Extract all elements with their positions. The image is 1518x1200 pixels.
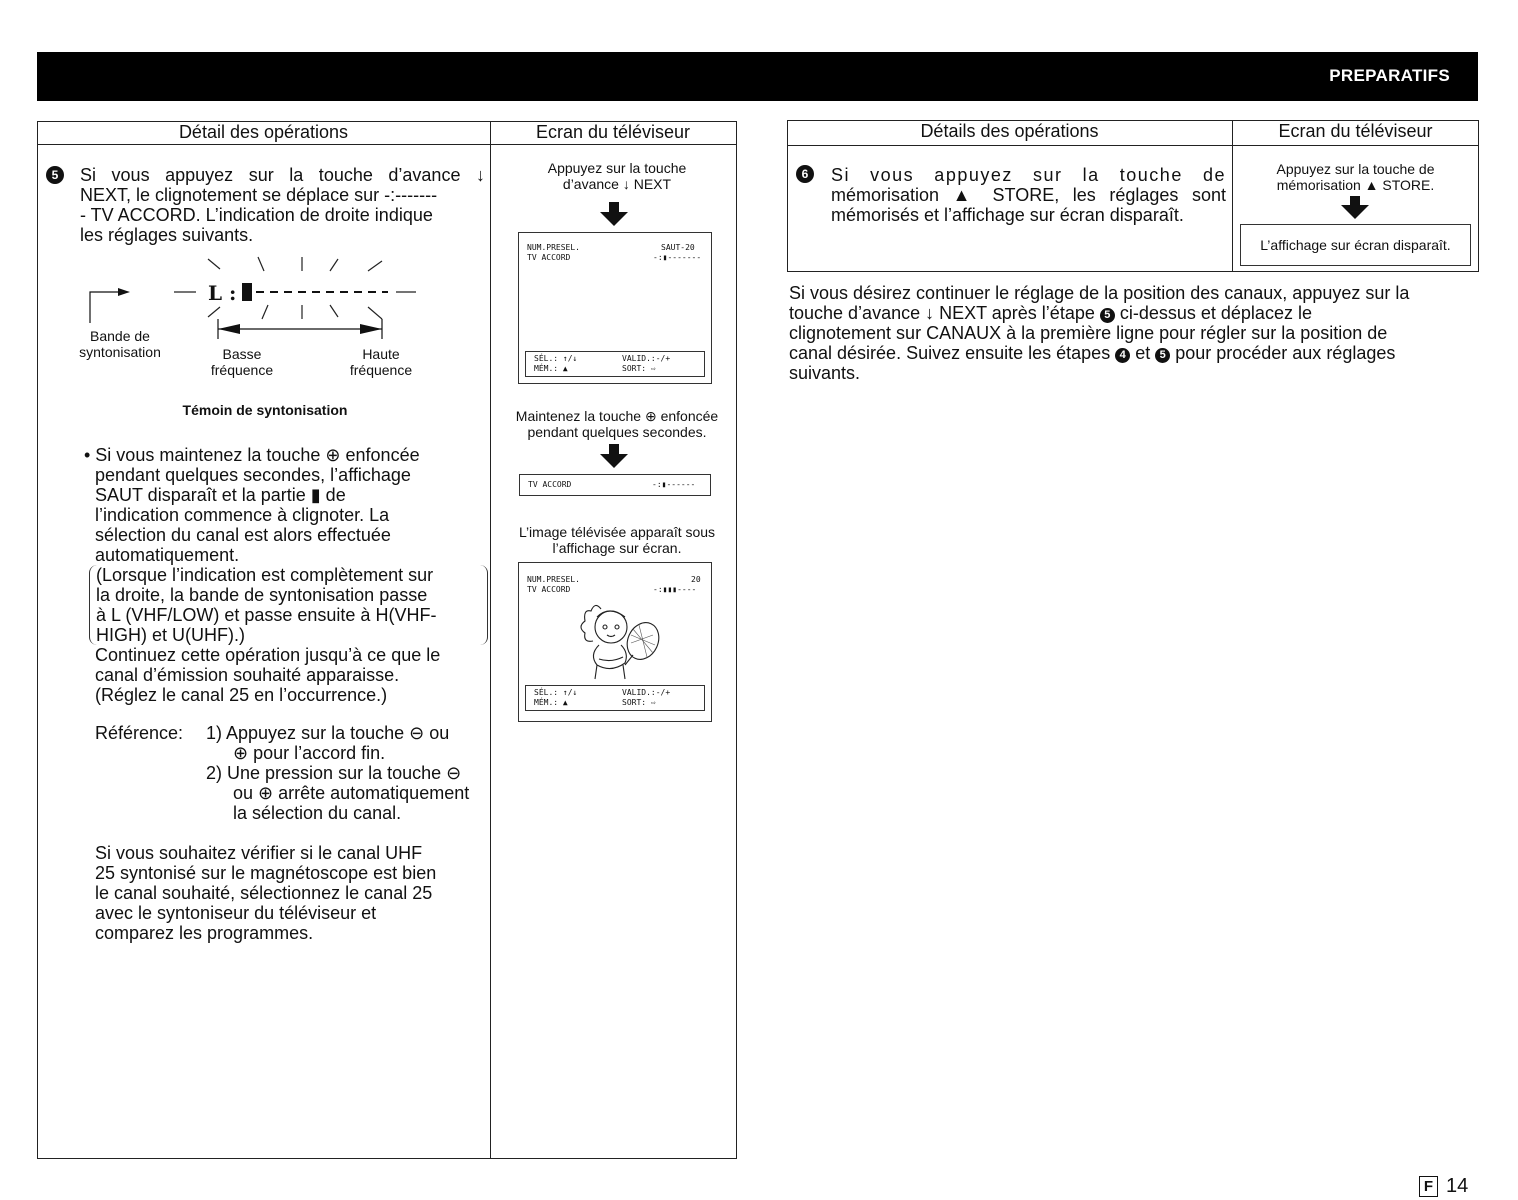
screen-menu-box <box>525 351 705 377</box>
screen-caption-2 <box>491 408 743 440</box>
caption-line: Appuyez sur la touche <box>547 160 687 176</box>
band-pointer-line <box>90 292 120 323</box>
screen-tuning-bar: -:▮▮▮---- <box>653 585 697 594</box>
low-frequency-label-line: Basse <box>222 346 262 362</box>
note-text: et <box>1130 343 1156 363</box>
screen-valid: VALID.:-/+ <box>622 354 671 363</box>
bullet-line: (Réglez le canal 25 en l’occurrence.) <box>95 685 388 705</box>
verify-paragraph <box>95 843 485 943</box>
note-line: Si vous désirez continuer le réglage de la position des canaux, appuyez sur la <box>789 283 1410 303</box>
step-6-line: Si vous appuyez sur la touche de <box>831 165 1226 185</box>
reference-line: 1) Appuyez sur la touche ⊖ ou <box>206 723 450 743</box>
band-pointer-arrowhead <box>118 288 130 296</box>
down-arrow-stem <box>609 202 619 212</box>
right-col1-title: Détails des opérations <box>920 121 1099 141</box>
screen-num-presel: NUM.PRESEL. <box>527 575 580 584</box>
left-table-column-divider <box>490 121 491 1158</box>
bullet-line: l’indication commence à clignoter. La <box>95 505 390 525</box>
band-label-line: syntonisation <box>79 344 161 360</box>
screen-caption-3 <box>491 524 743 556</box>
caption-line: d’avance ↓ NEXT <box>562 176 672 192</box>
screen-mem: MÉM.: ▲ <box>534 698 568 707</box>
bullet-line: Continuez cette opération jusqu’à ce que le <box>95 645 441 665</box>
screen-sort: SORT: ⇨ <box>622 364 656 373</box>
step-5-ref: 5 <box>1155 348 1170 363</box>
low-frequency-label-line: fréquence <box>210 362 274 378</box>
screen-channel: 20 <box>691 575 701 584</box>
page-number: 14 <box>1446 1175 1469 1197</box>
verify-line: Si vous souhaitez vérifier si le canal UHF <box>95 843 423 863</box>
step-4-ref: 4 <box>1115 348 1130 363</box>
band-indicator-letter: L : <box>208 281 237 305</box>
reference-line: ⊕ pour l’accord fin. <box>233 743 386 763</box>
frequency-range-right-arrowhead <box>360 324 382 334</box>
frequency-range-left-arrowhead <box>218 324 240 334</box>
screen-valid: VALID.:-/+ <box>622 688 671 697</box>
parenthetical-line: HIGH) et U(UHF).) <box>96 625 245 645</box>
high-frequency-label <box>330 346 432 378</box>
screen-num-presel: NUM.PRESEL. <box>527 243 580 252</box>
band-label-line: Bande de <box>90 328 150 344</box>
low-frequency-label <box>190 346 294 378</box>
high-frequency-label-line: Haute <box>362 346 400 362</box>
caption-line: mémorisation ▲ STORE. <box>1276 177 1435 193</box>
step-5-line: Si vous appuyez sur la touche d’avance ↓ <box>80 165 485 185</box>
left-col1-title: Détail des opérations <box>178 122 349 142</box>
screen-mem: MÉM.: ▲ <box>534 364 568 373</box>
verify-line: avec le syntoniseur du téléviseur et <box>95 903 377 923</box>
bullet-continuation <box>84 465 485 705</box>
verify-line: le canal souhaité, sélectionnez le canal 25 <box>95 883 433 903</box>
caption-line: Appuyez sur la touche de <box>1276 161 1435 177</box>
step-5-line: NEXT, le clignotement se déplace sur -:------- <box>80 185 438 205</box>
step-5-ref: 5 <box>1100 308 1115 323</box>
right-table-header-rule <box>787 145 1478 146</box>
parenthetical-line: à L (VHF/LOW) et passe ensuite à H(VHF- <box>96 605 437 625</box>
left-col2-title: Ecran du téléviseur <box>535 122 691 142</box>
screen-sel: SÉL.: ↑/↓ <box>534 688 578 697</box>
note-text: touche d’avance ↓ NEXT après l’étape <box>789 303 1100 323</box>
reference-line: ou ⊕ arrête automatiquement <box>233 783 470 803</box>
display-disappears-box <box>1240 224 1471 266</box>
down-arrow-icon <box>600 212 628 226</box>
verify-line: 25 syntonisé sur le magnétoscope est bien <box>95 863 437 883</box>
tv-screen-3 <box>518 562 712 722</box>
high-frequency-label-line: fréquence <box>349 362 413 378</box>
header-bar <box>37 52 1478 101</box>
screen-saut: SAUT-20 <box>661 243 695 252</box>
left-table-header-rule <box>37 144 736 145</box>
bullet-paragraph <box>84 445 485 705</box>
bullet-line: pendant quelques secondes, l’affichage <box>95 465 411 485</box>
store-caption <box>1233 161 1478 193</box>
section-title: PREPARATIFS <box>1329 66 1450 85</box>
bullet-line: canal d’émission souhaité apparaisse. <box>95 665 400 685</box>
note-text: ci-dessus et déplacez le <box>1114 303 1312 323</box>
note-line: suivants. <box>789 363 861 383</box>
step-6-line: mémorisés et l’affichage sur écran disparaît. <box>831 205 1184 225</box>
step-6-line: mémorisation ▲ STORE, les réglages sont <box>831 185 1226 205</box>
step-6-number: 6 <box>796 165 814 183</box>
language-tab: F <box>1419 1176 1438 1197</box>
diagram-caption: Témoin de syntonisation <box>182 402 348 418</box>
right-table-column-divider <box>1232 120 1233 271</box>
reference-list <box>206 723 491 823</box>
screen-menu-box <box>525 685 705 711</box>
step-5-line: - TV ACCORD. L’indication de droite indique <box>80 205 433 225</box>
girl-with-racket-illustration <box>569 599 669 681</box>
continue-note <box>789 283 1479 383</box>
step-6-text <box>831 165 1226 225</box>
verify-line: comparez les programmes. <box>95 923 314 943</box>
note-text: pour procéder aux réglages <box>1170 343 1396 363</box>
tv-screen-2 <box>519 474 711 496</box>
bullet-line: • Si vous maintenez la touche ⊕ enfoncée <box>84 445 420 465</box>
reference-line: la sélection du canal. <box>233 803 402 823</box>
tv-screen-1 <box>518 232 712 384</box>
parenthetical-line: la droite, la bande de syntonisation passe <box>96 585 428 605</box>
note-text: canal désirée. Suivez ensuite les étapes <box>789 343 1116 363</box>
parenthetical-line: (Lorsque l’indication est complètement sur <box>96 565 434 585</box>
step-5-number: 5 <box>46 166 64 184</box>
caption-line: pendant quelques secondes. <box>527 424 707 440</box>
down-arrow-icon <box>600 454 628 468</box>
caption-line: Maintenez la touche ⊕ enfoncée <box>515 408 719 424</box>
down-arrow-stem <box>609 444 619 454</box>
tuning-cursor-block <box>242 283 252 301</box>
bullet-line: sélection du canal est alors effectuée <box>95 525 391 545</box>
note-line <box>789 343 1479 363</box>
band-label <box>60 328 180 360</box>
bullet-line: SAUT disparaît et la partie ▮ de <box>95 485 346 505</box>
caption-line: l’affichage sur écran. <box>552 540 682 556</box>
screen-tv-accord: TV ACCORD <box>528 480 572 489</box>
step-5-line: les réglages suivants. <box>80 225 254 245</box>
screen-tv-accord: TV ACCORD <box>527 253 571 262</box>
note-line <box>789 303 1479 323</box>
screen-tv-accord: TV ACCORD <box>527 585 571 594</box>
step-5-text <box>80 165 485 245</box>
display-disappears-text: L’affichage sur écran disparaît. <box>1260 237 1451 253</box>
screen-tuning-bar: -:▮------- <box>653 253 702 262</box>
reference-line: 2) Une pression sur la touche ⊖ <box>206 763 462 783</box>
note-line: clignotement sur CANAUX à la première ligne pour régler sur la position de <box>789 323 1388 343</box>
screen-caption-1 <box>491 160 743 192</box>
screen-tuning-bar: -:▮------ <box>652 480 696 489</box>
right-col2-title: Ecran du téléviseur <box>1278 121 1433 141</box>
bullet-line: automatiquement. <box>95 545 240 565</box>
caption-line: L’image télévisée apparaît sous <box>518 524 716 540</box>
reference-label: Référence: <box>95 723 184 743</box>
screen-sort: SORT: ⇨ <box>622 698 656 707</box>
parenthetical-note <box>89 565 488 645</box>
screen-sel: SÉL.: ↑/↓ <box>534 354 578 363</box>
down-arrow-icon <box>1341 205 1369 219</box>
